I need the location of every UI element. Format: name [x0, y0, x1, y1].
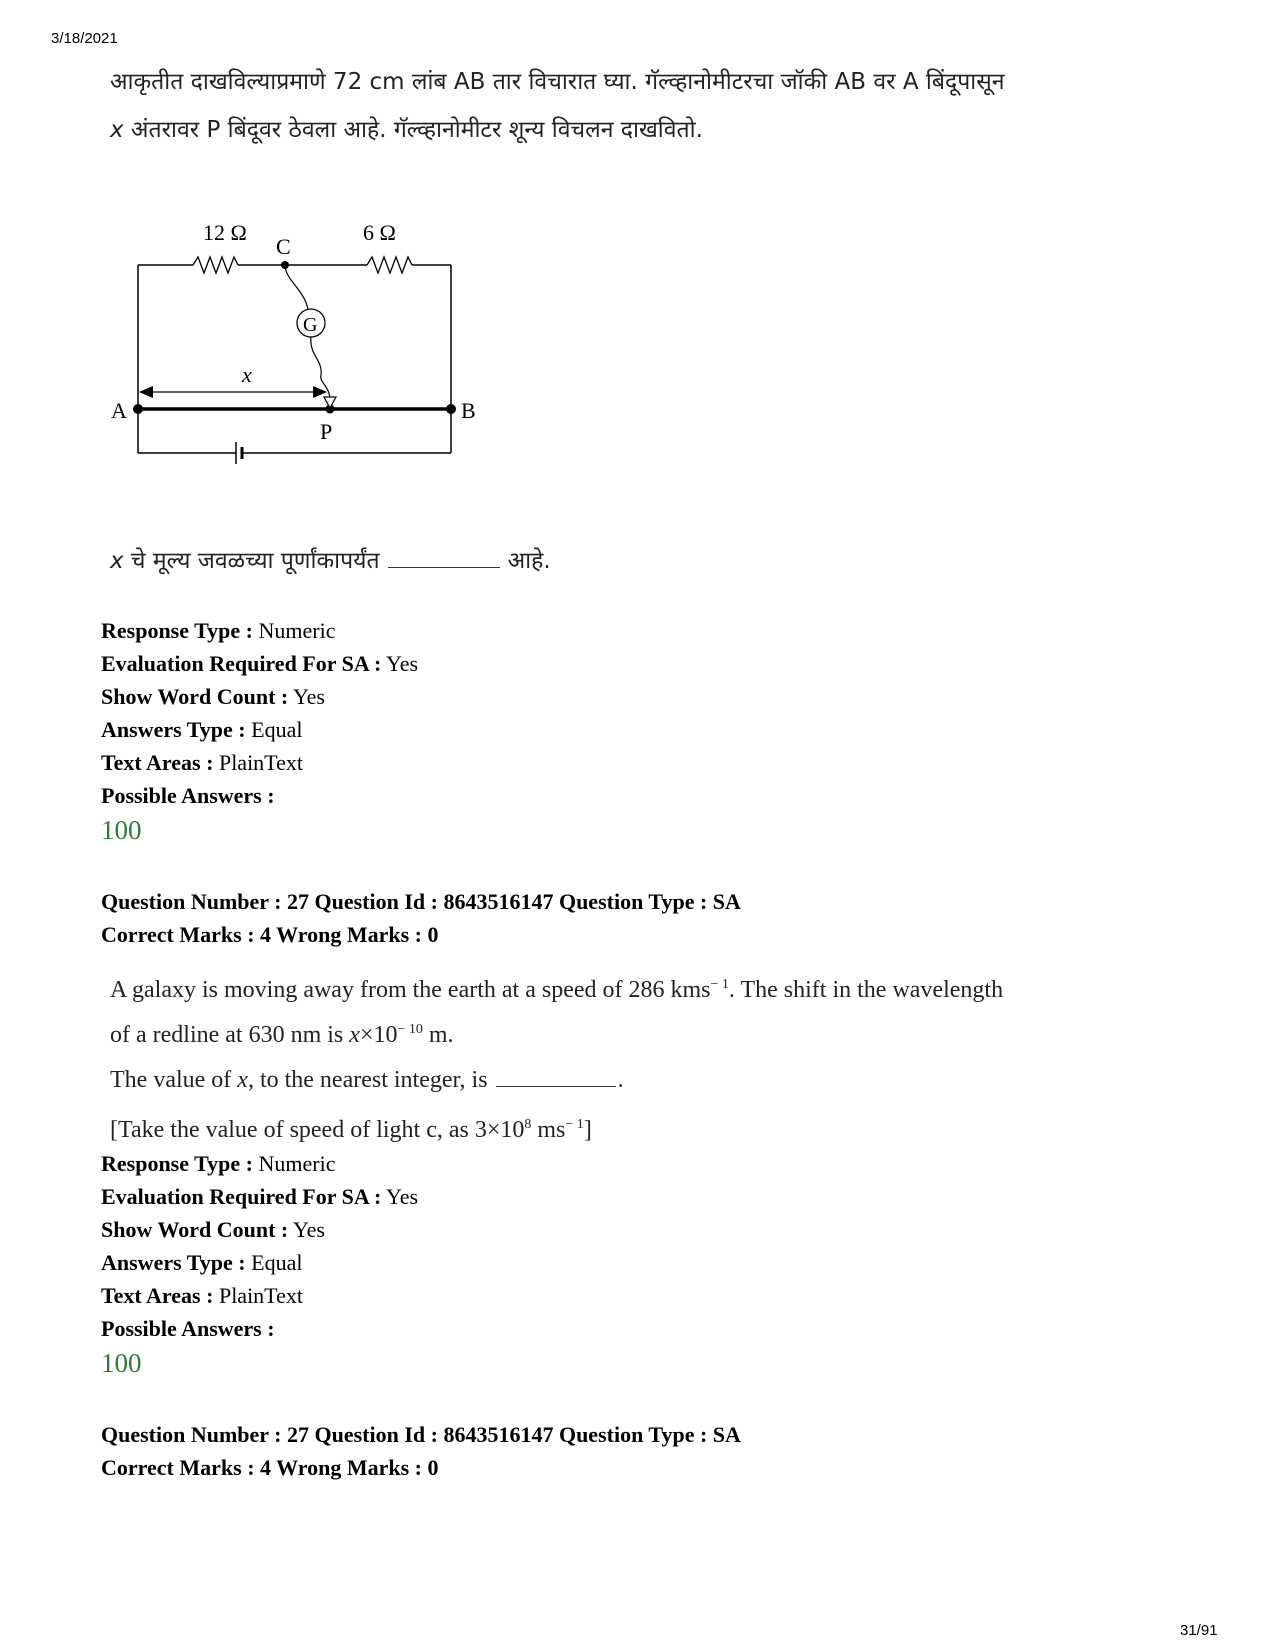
point-b-dot	[446, 404, 456, 414]
question-header-next	[101, 1418, 741, 1484]
word-count-row: Show Word Count : Yes	[101, 1217, 325, 1242]
text-areas-row: Text Areas : PlainText	[101, 750, 303, 775]
q27-line-3: The value of x, to the nearest integer, is .	[110, 1067, 624, 1093]
circuit-diagram	[105, 210, 505, 480]
question-number-line: Question Number : 27 Question Id : 8643516147 Question Type : SA	[101, 889, 741, 914]
jockey-arrow	[324, 397, 336, 408]
possible-answers-row: Possible Answers :	[101, 783, 275, 808]
question-ask-pre: चे मूल्य जवळच्या पूर्णांकापर्यंत	[123, 548, 380, 574]
resistor-12-symbol	[193, 257, 238, 273]
question-meta-26	[101, 614, 418, 848]
possible-answers-row: Possible Answers :	[101, 1316, 275, 1341]
response-type-row: Response Type : Numeric	[101, 618, 336, 643]
galvanometer-lead-upper	[285, 265, 308, 310]
answers-type-row: Answers Type : Equal	[101, 1250, 303, 1275]
question-text-27	[110, 965, 1003, 1150]
answers-type-row: Answers Type : Equal	[101, 717, 303, 742]
resistor-6-symbol	[367, 257, 412, 273]
marks-line: Correct Marks : 4 Wrong Marks : 0	[101, 1455, 439, 1480]
q27-line-4: [Take the value of speed of light c, as $3\times 10^8$ $ms^{- 1}$]	[110, 1117, 592, 1143]
point-p-label: P	[320, 419, 333, 444]
variable-x: x	[110, 548, 124, 574]
question-text-line-2	[110, 112, 703, 144]
possible-answer-value: 100	[101, 1348, 142, 1378]
q27-line-2: of a redline at 630 nm is $x\times 10^{- 10}$ m.	[110, 1022, 454, 1048]
print-date: 3/18/2021	[51, 30, 118, 47]
resistor-6-label: 6 Ω	[363, 220, 396, 245]
q27-line-1: A galaxy is moving away from the earth at a speed of 286 kms$^{- 1}$. The shift in the wavelength	[110, 977, 1004, 1003]
evaluation-row: Evaluation Required For SA : Yes	[101, 651, 419, 676]
question-text-line-1: आकृतीत दाखविल्याप्रमाणे 72 cm लांब AB तार विचारात घ्या. गॅल्व्हानोमीटरचा जॉकी AB वर A बिंदूपासून	[110, 69, 1005, 95]
evaluation-row: Evaluation Required For SA : Yes	[101, 1184, 419, 1209]
question-ask-post: आहे.	[507, 548, 551, 574]
word-count-row: Show Word Count : Yes	[101, 684, 325, 709]
question-meta-27	[101, 1147, 418, 1381]
page-number: 31/91	[1180, 1622, 1218, 1639]
question-number-line: Question Number : 27 Question Id : 8643516147 Question Type : SA	[101, 1422, 741, 1447]
question-header-27	[101, 885, 741, 951]
point-a-dot	[133, 404, 143, 414]
galvanometer-label: G	[303, 314, 318, 336]
resistor-12-label: 12 Ω	[203, 220, 247, 245]
response-type-row: Response Type : Numeric	[101, 1151, 336, 1176]
x-arrow-left	[139, 386, 153, 398]
question-text-line-2-body: अंतरावर P बिंदूवर ठेवला आहे. गॅल्व्हानोमीटर शून्य विचलन दाखवितो.	[123, 117, 703, 143]
marks-line: Correct Marks : 4 Wrong Marks : 0	[101, 922, 439, 947]
x-arrow-right	[313, 386, 327, 398]
answer-blank	[388, 549, 500, 568]
point-b-label: B	[461, 398, 476, 423]
text-areas-row: Text Areas : PlainText	[101, 1283, 303, 1308]
x-distance-label: x	[242, 362, 252, 387]
possible-answer-value: 100	[101, 815, 142, 845]
answer-blank	[496, 1068, 616, 1087]
question-ask-line	[110, 543, 551, 575]
variable-x: x	[110, 117, 124, 143]
point-a-label: A	[111, 398, 127, 423]
point-c-label: C	[276, 234, 291, 259]
